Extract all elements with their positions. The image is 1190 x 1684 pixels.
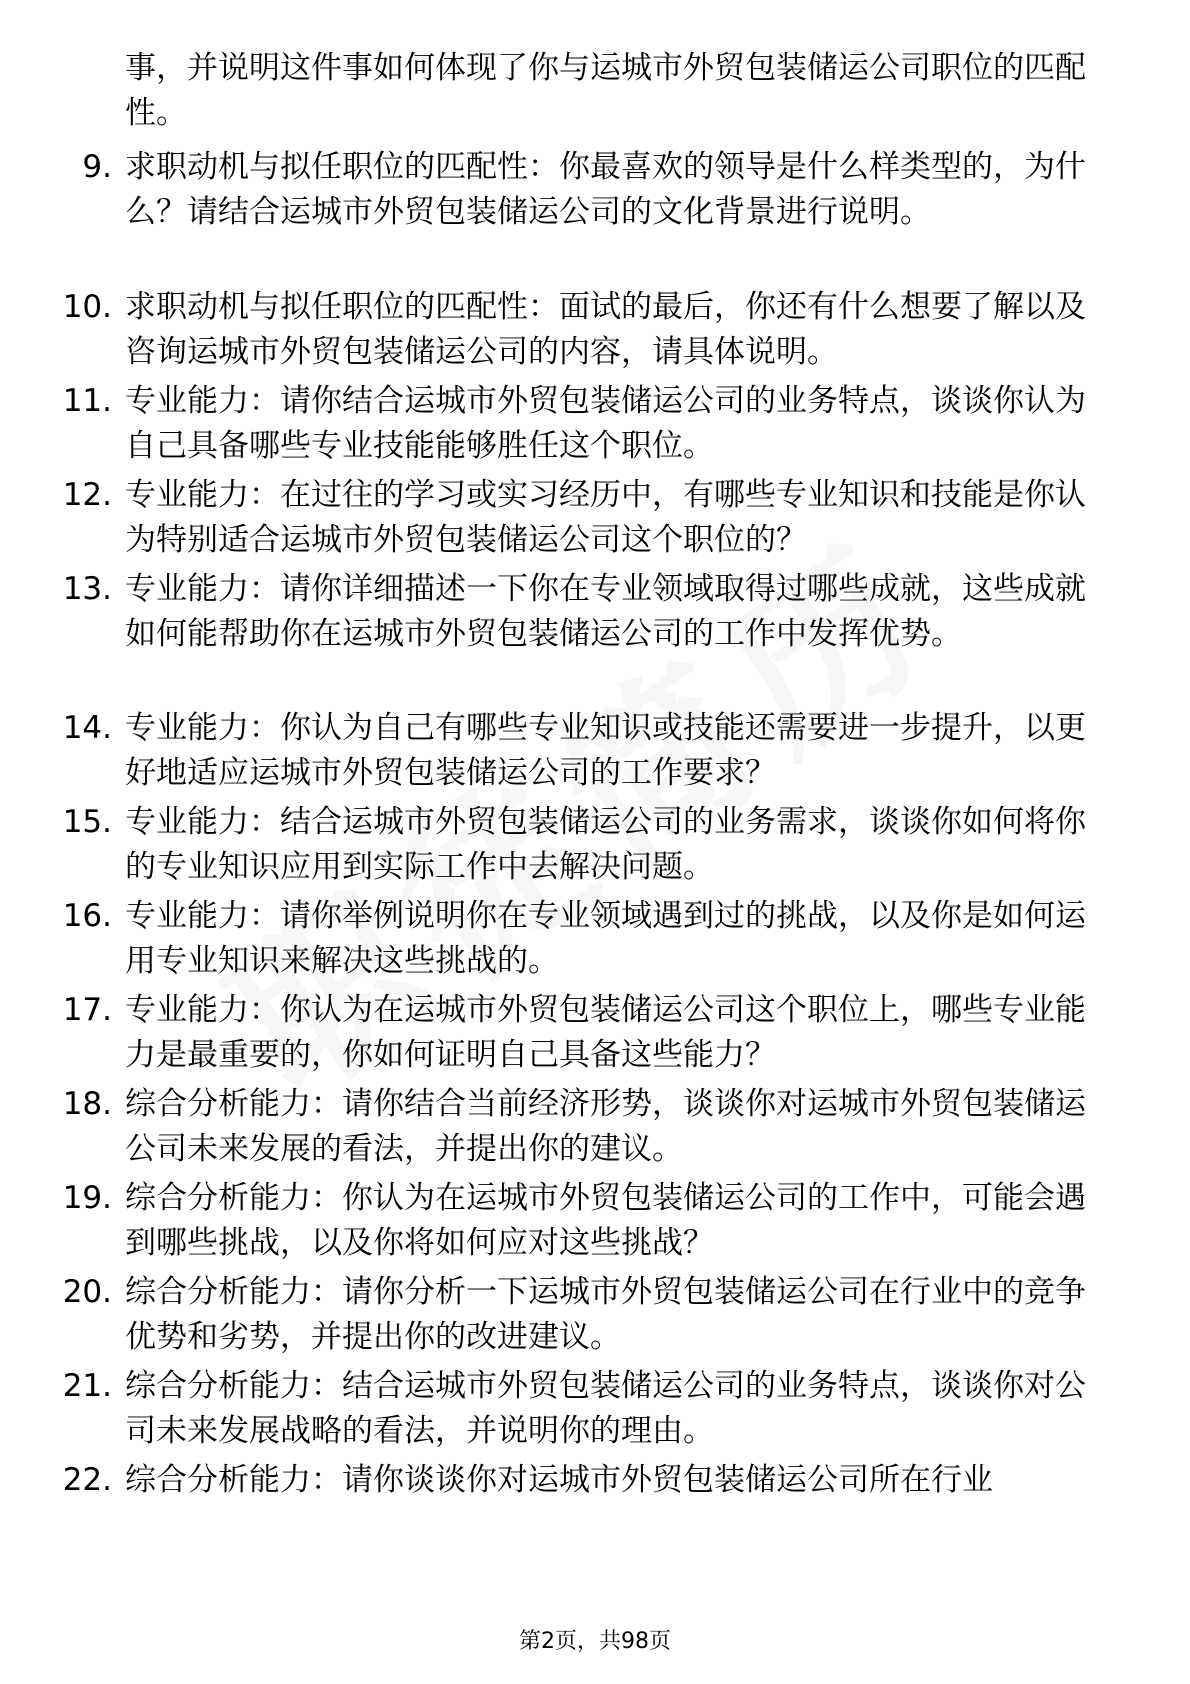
item-number: 21. — [62, 1368, 112, 1404]
item-text: 专业能力：你认为在运城市外贸包装储运公司这个职位上，哪些专业能力是最重要的，你如何证明自己具备这些能力？ — [125, 992, 1086, 1073]
item-text: 专业能力：请你结合运城市外贸包装储运公司的业务特点，谈谈你认为自己具备哪些专业技能能够胜任这个职位。 — [125, 383, 1086, 464]
item-text: 专业能力：结合运城市外贸包装储运公司的业务需求，谈谈你如何将你的专业知识应用到实际工作中去解决问题。 — [125, 804, 1086, 885]
item-number: 17. — [62, 992, 112, 1028]
item-number: 9. — [82, 149, 112, 185]
item-number: 14. — [62, 710, 112, 746]
item-text: 综合分析能力：请你分析一下运城市外贸包装储运公司在行业中的竞争优势和劣势，并提出你的改进建议。 — [125, 1274, 1086, 1355]
item-text: 专业能力：请你举例说明你在专业领域遇到过的挑战，以及你是如何运用专业知识来解决这些挑战的。 — [125, 898, 1086, 979]
item-text: 综合分析能力：请你谈谈你对运城市外贸包装储运公司所在行业 — [125, 1462, 993, 1498]
item-number: 20. — [62, 1274, 112, 1310]
item-number: 22. — [62, 1462, 112, 1498]
item-number: 11. — [62, 383, 112, 419]
item-text: 综合分析能力：请你结合当前经济形势，谈谈你对运城市外贸包装储运公司未来发展的看法，并提出你的建议。 — [125, 1086, 1086, 1167]
item-text: 综合分析能力：结合运城市外贸包装储运公司的业务特点，谈谈你对公司未来发展战略的看法，并说明你的理由。 — [125, 1368, 1086, 1449]
item-text: 求职动机与拟任职位的匹配性：你最喜欢的领导是什么样类型的，为什么？请结合运城市外贸包装储运公司的文化背景进行说明。 — [125, 149, 1086, 230]
item-text: 专业能力：你认为自己有哪些专业知识或技能还需要进一步提升，以更好地适应运城市外贸包装储运公司的工作要求？ — [125, 710, 1086, 791]
item-number: 19. — [62, 1180, 112, 1216]
item-text: 求职动机与拟任职位的匹配性：面试的最后，你还有什么想要了解以及咨询运城市外贸包装储运公司的内容，请具体说明。 — [125, 289, 1086, 370]
page-footer: 第2页，共98页 — [519, 1629, 671, 1654]
item-number: 18. — [62, 1086, 112, 1122]
item-number: 15. — [62, 804, 112, 840]
item-text: 专业能力：在过往的学习或实习经历中，有哪些专业知识和技能是你认为特别适合运城市外贸包装储运公司这个职位的？ — [125, 477, 1086, 558]
item-number: 16. — [62, 898, 112, 934]
item-text: 事，并说明这件事如何体现了你与运城市外贸包装储运公司职位的匹配性。 — [125, 50, 1086, 131]
item-number: 13. — [62, 571, 112, 607]
item-number: 12. — [62, 477, 112, 513]
item-text: 综合分析能力：你认为在运城市外贸包装储运公司的工作中，可能会遇到哪些挑战，以及你将如何应对这些挑战？ — [125, 1180, 1086, 1261]
item-text: 专业能力：请你详细描述一下你在专业领域取得过哪些成就，这些成就如何能帮助你在运城市外贸包装储运公司的工作中发挥优势。 — [125, 571, 1086, 652]
item-number: 10. — [62, 289, 112, 325]
